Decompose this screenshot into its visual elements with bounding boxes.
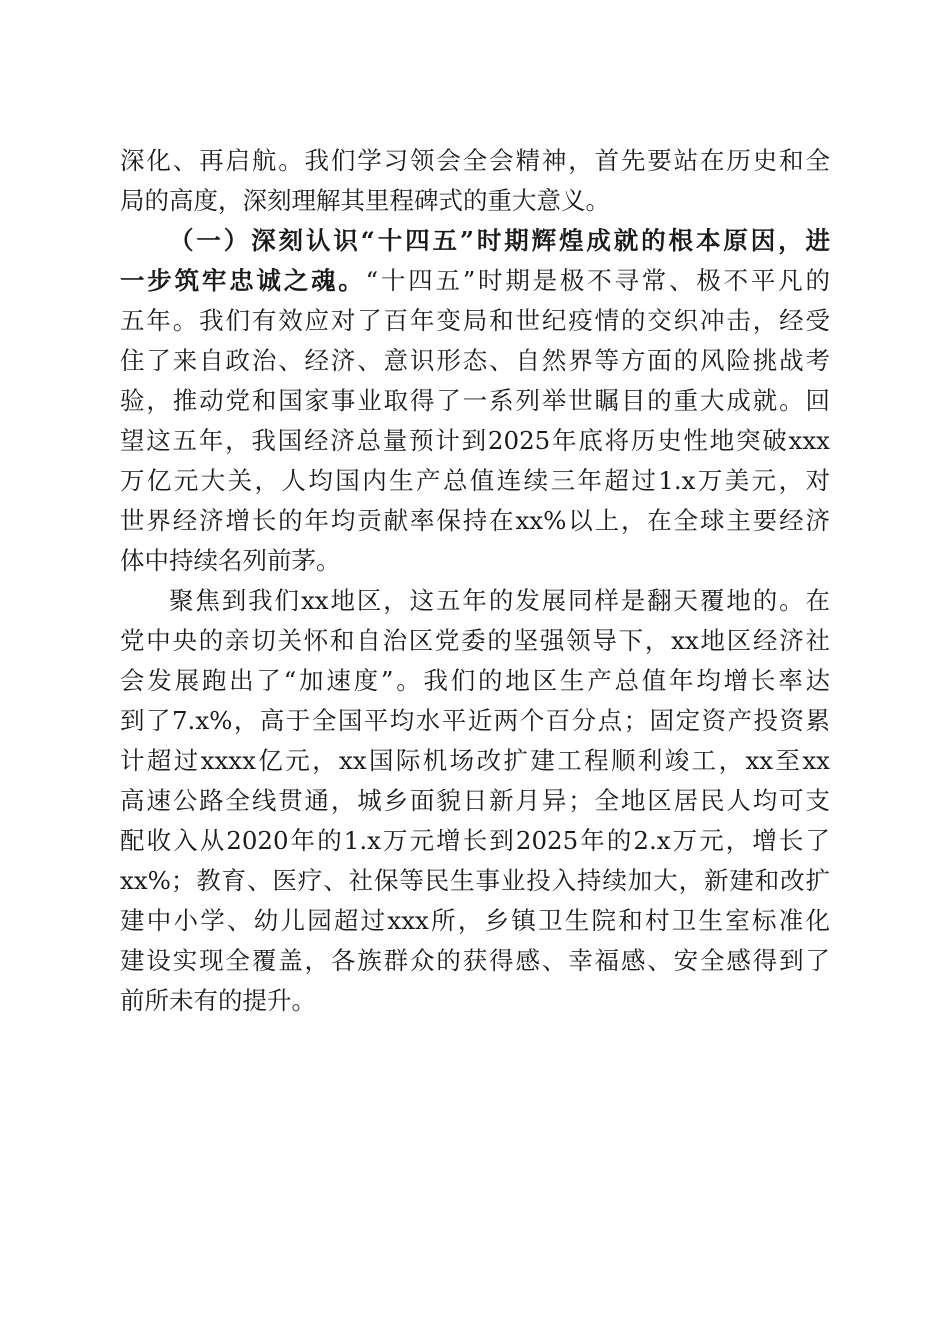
paragraph-line: 前所未有的提升。 [120,986,316,1015]
paragraph-line: 体中持续名列前茅。 [120,546,341,575]
paragraph-line: 建中小学、幼儿园超过xxx所，乡镇卫生院和村卫生室标准化 [120,906,830,935]
section-heading-line: （一）深刻认识“十四五”时期辉煌成就的根本原因，进 [169,226,830,255]
section-heading-tail: 一步筑牢忠诚之魂。 [120,266,366,295]
paragraph-line [120,261,830,301]
paragraph-line: 党中央的亲切关怀和自治区党委的坚强领导下，xx地区经济社 [120,626,830,655]
paragraph-line: 验，推动党和国家事业取得了一系列举世瞩目的重大成就。回 [120,386,830,415]
paragraph-line: 世界经济增长的年均贡献率保持在xx%以上，在全球主要经济 [120,506,830,535]
paragraph-2 [120,221,830,581]
paragraph-line: 建设实现全覆盖，各族群众的获得感、幸福感、安全感得到了 [120,946,830,975]
paragraph-line: 高速公路全线贯通，城乡面貌日新月异；全地区居民人均可支 [120,786,830,815]
paragraph-line: 聚焦到我们xx地区，这五年的发展同样是翻天覆地的。在 [169,586,830,615]
paragraph-line: 深化、再启航。我们学习领会全会精神，首先要站在历史和全 [120,146,830,175]
paragraph-line: 五年。我们有效应对了百年变局和世纪疫情的交织冲击，经受 [120,306,830,335]
paragraph-line: xx%；教育、医疗、社保等民生事业投入持续加大，新建和改扩 [120,866,830,895]
paragraph-line: 配收入从2020年的1.x万元增长到2025年的2.x万元，增长了 [120,826,830,855]
paragraph-line: 万亿元大关，人均国内生产总值连续三年超过1.x万美元，对 [120,466,830,495]
paragraph-line-rest: “十四五”时期是极不寻常、极不平凡的 [365,266,830,295]
body-text [120,141,830,1021]
paragraph-line: 住了来自政治、经济、意识形态、自然界等方面的风险挑战考 [120,346,830,375]
paragraph-line: 望这五年，我国经济总量预计到2025年底将历史性地突破xxx [120,426,830,455]
paragraph-3 [120,581,830,1021]
paragraph-line: 局的高度，深刻理解其里程碑式的重大意义。 [120,186,610,215]
paragraph-line: 到了7.x%，高于全国平均水平近两个百分点；固定资产投资累 [120,706,830,735]
paragraph-line: 计超过xxxx亿元，xx国际机场改扩建工程顺利竣工，xx至xx [120,746,830,775]
paragraph-line: 会发展跑出了“加速度”。我们的地区生产总值年均增长率达 [120,666,830,695]
paragraph-1 [120,141,830,221]
